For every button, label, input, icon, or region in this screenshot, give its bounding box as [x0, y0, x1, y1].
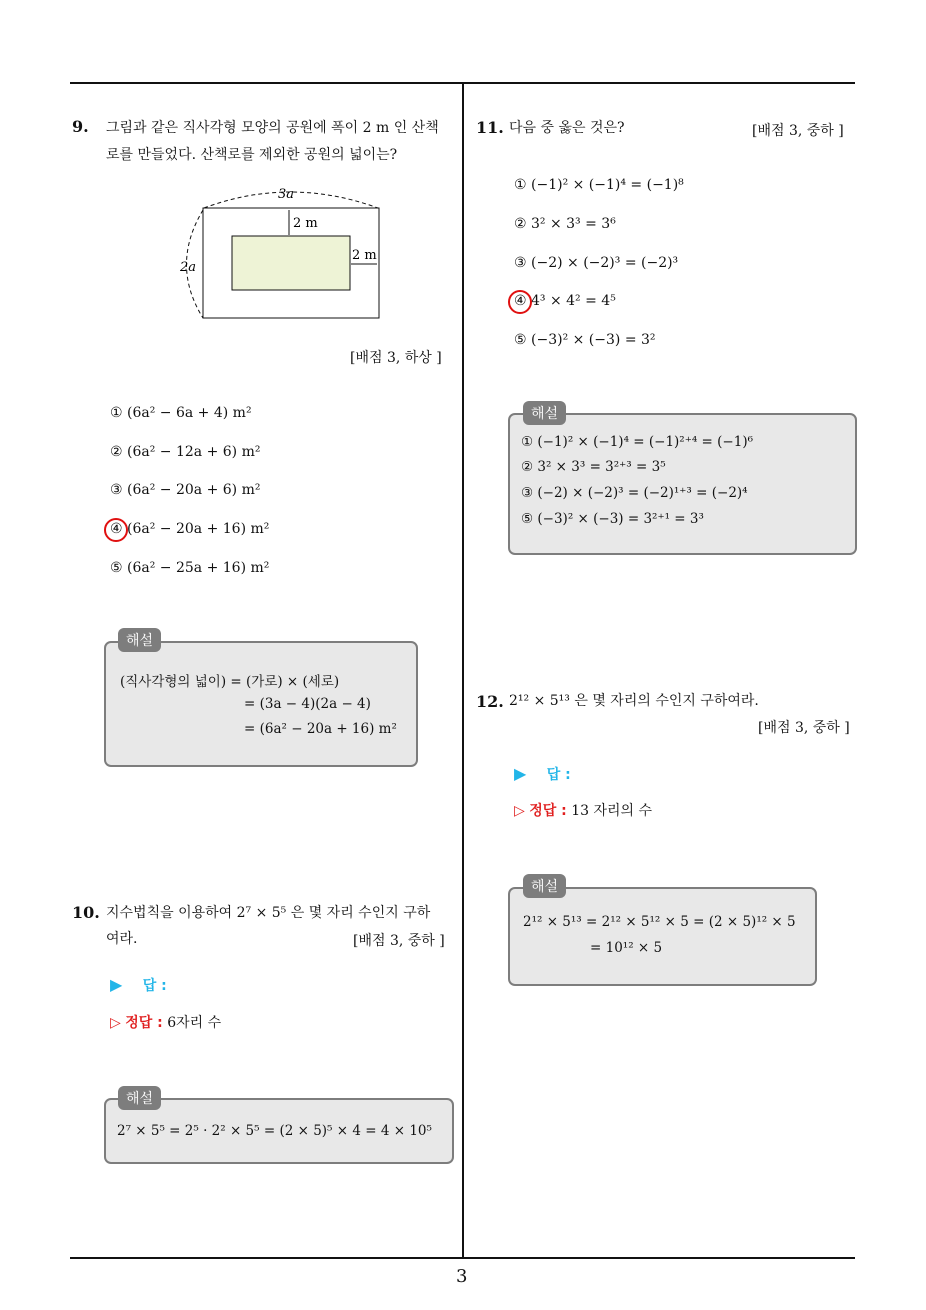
fig-gap-right-label: 2 m	[352, 248, 377, 263]
answer-label[interactable]: 답 :	[142, 978, 167, 994]
choice-5[interactable]: ⑤ (6a² − 25a + 16) m²	[110, 560, 270, 576]
explanation-tag: 해설	[118, 1086, 161, 1110]
correct-answer-row	[110, 1012, 221, 1032]
choice-1[interactable]: ① (6a² − 6a + 4) m²	[110, 405, 252, 421]
choice-2[interactable]: ② 3² × 3³ = 3⁶	[514, 216, 616, 232]
bottom-rule	[70, 1257, 855, 1259]
answer-circle-mark	[104, 518, 128, 542]
answer-triangle-icon: ▶	[110, 975, 123, 994]
question-number: 9.	[72, 117, 89, 136]
explanation-line-4: ⑤ (−3)² × (−3) = 3²⁺¹ = 3³	[521, 511, 704, 527]
explanation-tag: 해설	[118, 628, 161, 652]
question-text-line1: 지수법칙을 이용하여 2⁷ × 5⁵ 은 몇 자리 수인지 구하	[106, 905, 431, 921]
correct-triangle-icon: ▷	[110, 1015, 121, 1031]
explanation-line-1: ① (−1)² × (−1)⁴ = (−1)²⁺⁴ = (−1)⁶	[521, 434, 753, 450]
score: [배점 3, 중하 ]	[752, 123, 844, 139]
answer-triangle-icon: ▶	[514, 764, 527, 783]
question-text: 2¹² × 5¹³ 은 몇 자리의 수인지 구하여라.	[509, 693, 759, 709]
explanation-line-2: ② 3² × 3³ = 3²⁺³ = 3⁵	[521, 459, 666, 475]
fig-gap-top-label: 2 m	[293, 216, 318, 231]
fig-left-label: 2a	[180, 260, 197, 275]
choice-1[interactable]: ① (−1)² × (−1)⁴ = (−1)⁸	[514, 177, 684, 193]
answer-label[interactable]: 답 :	[546, 767, 571, 783]
choice-4[interactable]: ④ 4³ × 4² = 4⁵	[514, 293, 616, 309]
correct-label: 정답 :	[529, 803, 567, 819]
score: [배점 3, 중하 ]	[758, 720, 850, 736]
answer-row	[110, 975, 167, 995]
question-text: 다음 중 옳은 것은?	[509, 120, 625, 136]
explanation-box	[508, 887, 817, 986]
correct-value: 6자리 수	[167, 1015, 222, 1031]
explanation-line-1: (직사각형의 넓이) = (가로) × (세로)	[120, 674, 340, 690]
question-text-line2: 로를 만들었다. 산책로를 제외한 공원의 넓이는?	[106, 147, 398, 163]
correct-value: 13 자리의 수	[571, 803, 653, 819]
choice-3[interactable]: ③ (6a² − 20a + 6) m²	[110, 482, 261, 498]
question-number: 12.	[476, 692, 504, 711]
choice-5[interactable]: ⑤ (−3)² × (−3) = 3²	[514, 332, 656, 348]
answer-row	[514, 764, 571, 784]
answer-circle-mark	[508, 290, 532, 314]
page-number: 3	[456, 1266, 468, 1287]
explanation-tag: 해설	[523, 401, 566, 425]
question-number: 11.	[476, 118, 504, 137]
correct-answer-row	[514, 800, 652, 820]
column-divider	[462, 83, 464, 1259]
explanation-line-3: ③ (−2) × (−2)³ = (−2)¹⁺³ = (−2)⁴	[521, 485, 748, 501]
question-text-line2: 여라.	[106, 931, 138, 947]
correct-triangle-icon: ▷	[514, 803, 525, 819]
explanation-line-1: 2⁷ × 5⁵ = 2⁵ · 2² × 5⁵ = (2 × 5)⁵ × 4 = 4 × 10⁵	[117, 1123, 432, 1139]
park-figure	[170, 180, 390, 330]
question-text-line1: 그림과 같은 직사각형 모양의 공원에 폭이 2 m 인 산책	[106, 120, 439, 136]
choice-3[interactable]: ③ (−2) × (−2)³ = (−2)³	[514, 255, 679, 271]
choice-4[interactable]: ④ (6a² − 20a + 16) m²	[110, 521, 270, 537]
score: [배점 3, 중하 ]	[353, 933, 445, 949]
explanation-line-3: = (6a² − 20a + 16) m²	[244, 721, 397, 737]
fig-top-label: 3a	[278, 187, 295, 202]
score: [배점 3, 하상 ]	[350, 350, 442, 366]
question-number: 10.	[72, 903, 100, 922]
explanation-line-2: = (3a − 4)(2a − 4)	[244, 696, 371, 712]
explanation-line-1: 2¹² × 5¹³ = 2¹² × 5¹² × 5 = (2 × 5)¹² × 5	[523, 914, 796, 930]
correct-label: 정답 :	[125, 1015, 163, 1031]
explanation-line-2: = 10¹² × 5	[590, 940, 663, 956]
park-inner	[232, 236, 350, 290]
explanation-tag: 해설	[523, 874, 566, 898]
choice-2[interactable]: ② (6a² − 12a + 6) m²	[110, 444, 261, 460]
